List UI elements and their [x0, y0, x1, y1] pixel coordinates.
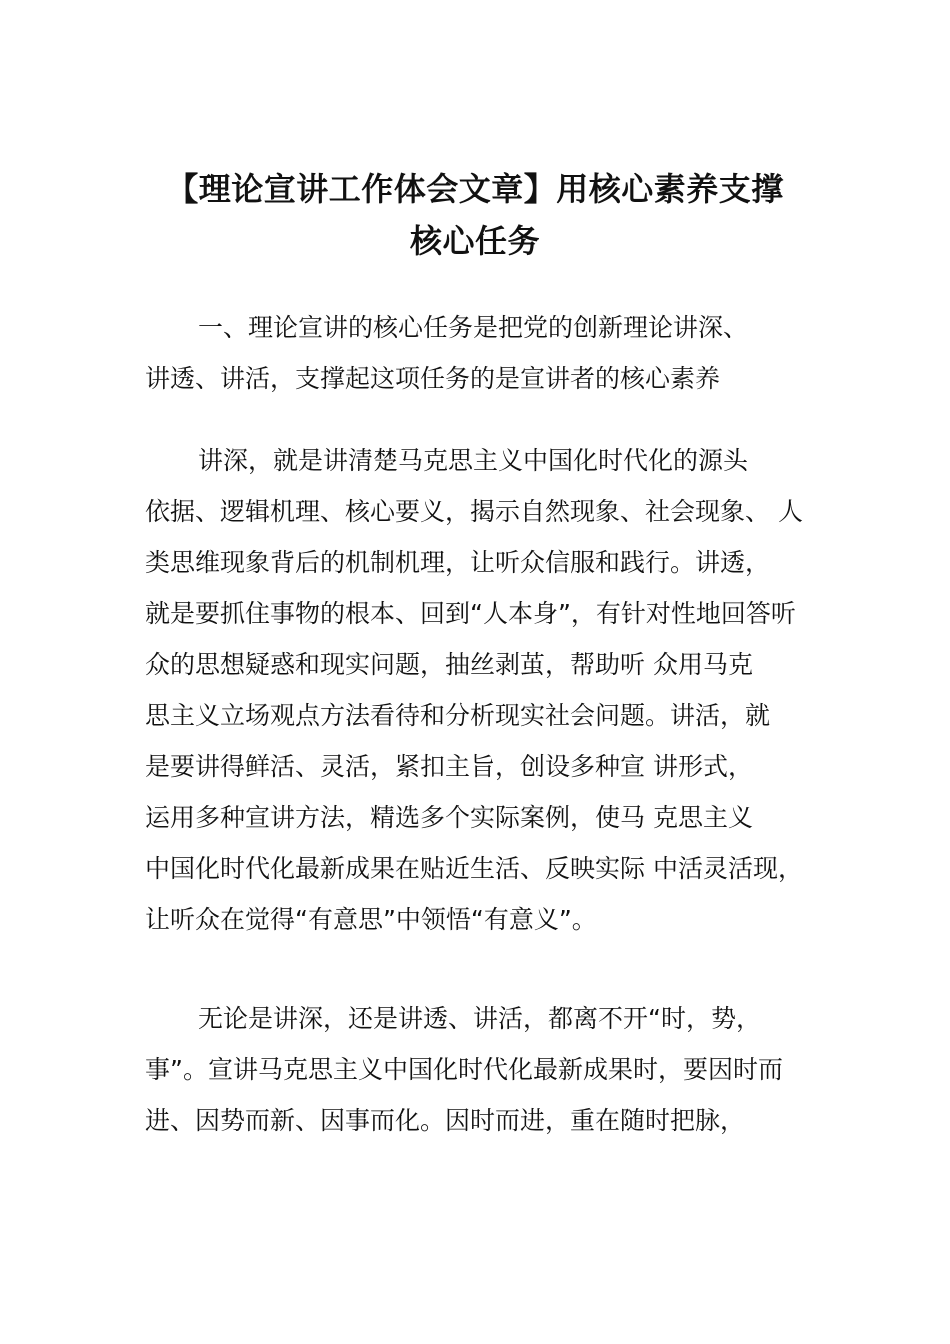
document-title	[100, 163, 850, 267]
paragraph-line: 事”。宣讲马克思主义中国化时代化最新成果时，要因时而	[145, 1055, 783, 1084]
title-line: 【理论宣讲工作体会文章】用核心素养支撑	[166, 170, 784, 208]
paragraph-line: 无论是讲深，还是讲透、讲活，都离不开“时，势，	[198, 1004, 761, 1033]
paragraph-line: 就是要抓住事物的根本、回到“人本身”，有针对性地回答听	[145, 599, 796, 628]
paragraph-line: 依据、逻辑机理、核心要义，揭示自然现象、社会现象、 人	[145, 497, 803, 526]
paragraph	[145, 435, 865, 945]
section-heading	[145, 302, 865, 404]
paragraph-line: 是要讲得鲜活、灵活，紧扣主旨，创设多种宣 讲形式，	[145, 752, 753, 781]
paragraph-line: 类思维现象背后的机制机理，让听众信服和践行。讲透，	[145, 548, 771, 577]
paragraph-line: 让听众在觉得“有意思”中领悟“有意义”。	[145, 905, 597, 934]
paragraph-line: 众的思想疑惑和现实问题，抽丝剥茧，帮助听 众用马克	[145, 650, 753, 679]
paragraph-line: 进、因势而新、因事而化。因时而进，重在随时把脉，	[145, 1106, 746, 1135]
paragraph-line: 思主义立场观点方法看待和分析现实社会问题。讲活，就	[145, 701, 771, 730]
title-line: 核心任务	[409, 222, 540, 260]
paragraph-line: 运用多种宣讲方法，精选多个实际案例，使马 克思主义	[145, 803, 753, 832]
paragraph-line: 中国化时代化最新成果在贴近生活、反映实际 中活灵活现，	[145, 854, 803, 883]
heading-line: 一、理论宣讲的核心任务是把党的创新理论讲深、	[198, 313, 749, 342]
paragraph	[145, 993, 865, 1146]
heading-line: 讲透、讲活，支撑起这项任务的是宣讲者的核心素养	[145, 364, 721, 393]
paragraph-line: 讲深，就是讲清楚马克思主义中国化时代化的源头	[198, 446, 749, 475]
